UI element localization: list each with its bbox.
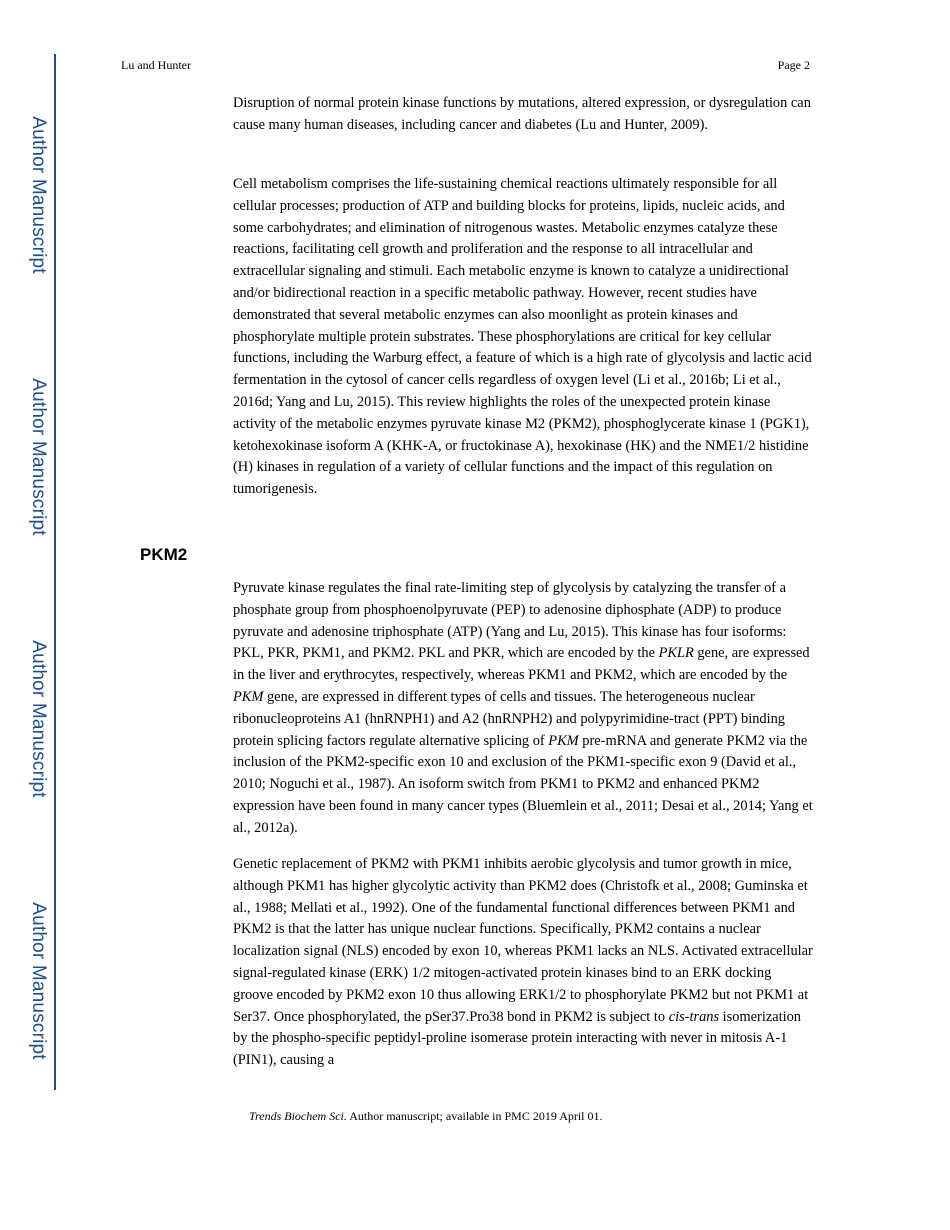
footer-note: Author manuscript; available in PMC 2019 April 01. — [346, 1109, 603, 1123]
sidebar-rule — [54, 54, 56, 1090]
paragraph-text: Pyruvate kinase regulates the final rate-limiting step of glycolysis by catalyzing the transfer of a phosphate group from phosphoenolpyruvate (PEP) to adenosine diphosphate (ADP) to produce pyruvate and adenosine triphosphate (ATP) (Yang and Lu, 2015). This kinase has four isoforms: PKL, PKR, PKM1, and PKM2. PKL and PKR, which are encoded by the PKLR gene, are expressed in the liver and erythrocytes, respectively, whereas PKM1 and PKM2, which are encoded by the PKM gene, are expressed in different types of cells and tissues. The heterogeneous nuclear ribonucleoproteins A1 (hnRNPH1) and A2 (hnRNPH2) and polypyrimidine-tract (PPT) binding protein splicing factors regulate alternative splicing of PKM pre-mRNA and generate PKM2 via the inclusion of the PKM2-specific exon 10 and exclusion of the PKM1-specific exon 9 (David et al., 2010; Noguchi et al., 1987). An isoform switch from PKM1 to PKM2 and enhanced PKM2 expression have been found in many cancer types (Bluemlein et al., 2011; Desai et al., 2014; Yang et al., 2012a). — [233, 580, 813, 836]
intro-paragraph-1 — [233, 93, 813, 137]
paragraph-text: Cell metabolism comprises the life-sustaining chemical reactions ultimately responsible for all cellular processes; production of ATP and building blocks for proteins, lipids, nucleic acids, and some carbohydrates; and elimination of nitrogenous wastes. Metabolic enzymes catalyze these reactions, facilitating cell growth and proliferation and the response to all intracellular and extracellular signaling and stimuli. Each metabolic enzyme is known to catalyze a unidirectional and/or bidirectional reaction in a specific metabolic pathway. However, recent studies have demonstrated that several metabolic enzymes can also moonlight as protein kinases and phosphorylate multiple protein substrates. These phosphorylations are critical for key cellular functions, including the Warburg effect, a feature of which is a high rate of glycolysis and lactic acid fermentation in the cytosol of cancer cells regardless of oxygen level (Li et al., 2016b; Li et al., 2016d; Yang and Lu, 2015). This review highlights the roles of the unexpected protein kinase activity of the metabolic enzymes pyruvate kinase M2 (PKM2), phosphoglycerate kinase 1 (PGK1), ketohexokinase isoform A (KHK-A, or fructokinase A), hexokinase (HK) and the NME1/2 histidine (H) kinases in regulation of a variety of cellular functions and the impact of this regulation on tumorigenesis. — [233, 176, 812, 498]
pkm2-paragraph-2 — [233, 854, 813, 1072]
intro-paragraph-2 — [233, 174, 813, 501]
gene-name: PKM — [233, 688, 264, 705]
gene-name: PKM — [548, 732, 579, 749]
journal-name: Trends Biochem Sci. — [249, 1109, 347, 1123]
gene-name: PKLR — [658, 645, 694, 662]
italic-term: cis-trans — [668, 1008, 720, 1025]
pkm2-paragraph-1 — [233, 578, 813, 840]
paragraph-text: Disruption of normal protein kinase functions by mutations, altered expression, or dysregulation can cause many human diseases, including cancer and diabetes (Lu and Hunter, 2009). — [233, 95, 811, 133]
page-number: Page 2 — [777, 58, 810, 72]
footer-citation — [249, 1109, 603, 1124]
running-head-authors: Lu and Hunter — [121, 58, 191, 72]
section-heading: PKM2 — [140, 545, 188, 564]
paragraph-text: Genetic replacement of PKM2 with PKM1 inhibits aerobic glycolysis and tumor growth in mice, although PKM1 has higher glycolytic activity than PKM2 does (Christofk et al., 2008; Guminska et al., 1988; Mellati et al., 1992). One of the fundamental functional differences between PKM1 and PKM2 is that the latter has unique nuclear functions. Specifically, PKM2 contains a nuclear localization signal (NLS) encoded by exon 10, whereas PKM1 lacks an NLS. Activated extracellular signal-regulated kinase (ERK) 1/2 mitogen-activated protein kinases bind to an ERK docking groove encoded by PKM2 exon 10 thus allowing ERK1/2 to phosphorylate PKM2 but not PKM1 at Ser37. Once phosphorylated, the pSer37.Pro38 bond in PKM2 is subject to cis-trans isomerization by the phospho-specific peptidyl-proline isomerase protein interacting with never in mitosis A-1 (PIN1), causing a — [233, 856, 813, 1069]
